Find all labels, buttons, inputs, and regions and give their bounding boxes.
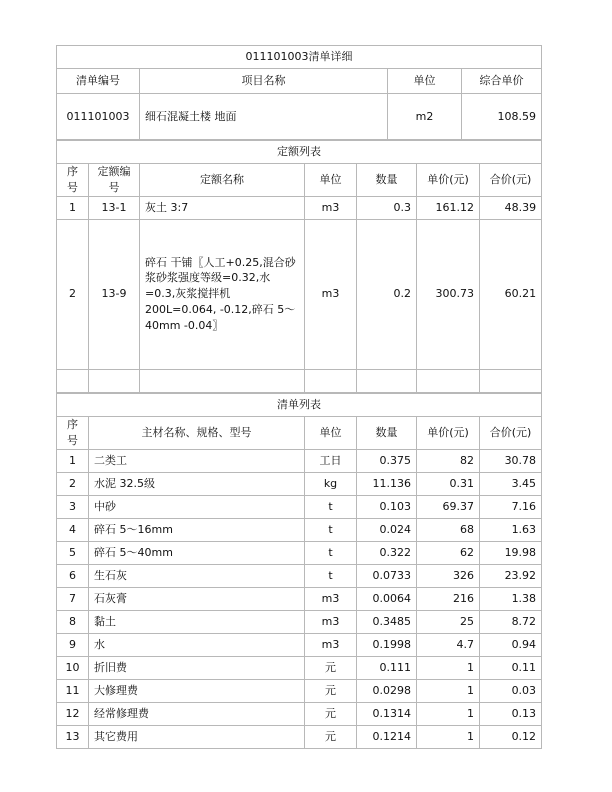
- table-row: [57, 449, 542, 472]
- cell-material-name: 其它费用: [89, 725, 305, 748]
- cell-material-unit: 元: [305, 725, 357, 748]
- table-row: [57, 219, 542, 369]
- table-row: [57, 472, 542, 495]
- section-title-quota-list: 定额列表: [57, 141, 542, 164]
- cell-material-total: 1.63: [480, 518, 542, 541]
- cell-material-no: 8: [57, 610, 89, 633]
- cell-material-total: 1.38: [480, 587, 542, 610]
- cell-material-price: 1: [417, 725, 480, 748]
- cell-material-no: 9: [57, 633, 89, 656]
- cell-material-unit: m3: [305, 633, 357, 656]
- column-header-material-no: 序号: [57, 416, 89, 449]
- cell-quota-qty: 0.2: [357, 219, 417, 369]
- column-header-material-unit: 单位: [305, 416, 357, 449]
- column-header-quota-qty: 数量: [357, 164, 417, 197]
- cell-material-unit: m3: [305, 610, 357, 633]
- column-header-quota-name: 定额名称: [140, 164, 305, 197]
- table-row: [57, 495, 542, 518]
- cell-material-total: 0.12: [480, 725, 542, 748]
- cell-empty: [357, 369, 417, 392]
- cell-material-unit: 元: [305, 679, 357, 702]
- column-header-item-unit-price: 综合单价: [462, 69, 542, 94]
- cell-material-qty: 0.0064: [357, 587, 417, 610]
- cell-quota-code: 13-1: [89, 196, 140, 219]
- cell-material-name: 大修理费: [89, 679, 305, 702]
- cell-material-qty: 0.1998: [357, 633, 417, 656]
- cell-quota-total: 48.39: [480, 196, 542, 219]
- cell-material-name: 折旧费: [89, 656, 305, 679]
- cell-material-name: 经常修理费: [89, 702, 305, 725]
- cell-material-total: 30.78: [480, 449, 542, 472]
- column-header-material-price: 单价(元): [417, 416, 480, 449]
- cell-material-price: 216: [417, 587, 480, 610]
- cell-material-qty: 0.0733: [357, 564, 417, 587]
- table-row: [57, 725, 542, 748]
- cell-material-price: 69.37: [417, 495, 480, 518]
- cell-material-name: 碎石 5～16mm: [89, 518, 305, 541]
- column-header-item-name: 项目名称: [140, 69, 388, 94]
- cell-empty: [89, 369, 140, 392]
- item-table-header-row: [57, 69, 542, 94]
- column-header-material-total: 合价(元): [480, 416, 542, 449]
- cell-material-qty: 11.136: [357, 472, 417, 495]
- cell-item-unit-price: 108.59: [462, 94, 542, 140]
- cell-material-total: 0.13: [480, 702, 542, 725]
- section-title-material-list: 清单列表: [57, 393, 542, 416]
- column-header-item-unit: 单位: [388, 69, 462, 94]
- cell-empty: [305, 369, 357, 392]
- table-row-empty: [57, 369, 542, 392]
- cell-material-no: 3: [57, 495, 89, 518]
- table-row: [57, 679, 542, 702]
- cell-material-price: 4.7: [417, 633, 480, 656]
- cell-material-qty: 0.024: [357, 518, 417, 541]
- cell-material-total: 0.03: [480, 679, 542, 702]
- cell-material-no: 7: [57, 587, 89, 610]
- table-row: [57, 541, 542, 564]
- cell-material-no: 10: [57, 656, 89, 679]
- cell-quota-name: 碎石 干铺〖人工+0.25,混合砂浆砂浆强度等级=0.32,水=0.3,灰浆搅拌机200L=0.064, -0.12,碎石 5～40mm -0.04〗: [140, 219, 305, 369]
- cell-material-name: 水: [89, 633, 305, 656]
- cell-material-total: 7.16: [480, 495, 542, 518]
- cell-material-qty: 0.322: [357, 541, 417, 564]
- table-row: [57, 94, 542, 140]
- column-header-quota-unit: 单位: [305, 164, 357, 197]
- column-header-material-name: 主材名称、规格、型号: [89, 416, 305, 449]
- cell-material-name: 碎石 5～40mm: [89, 541, 305, 564]
- cell-material-price: 62: [417, 541, 480, 564]
- cell-quota-price: 300.73: [417, 219, 480, 369]
- cell-material-unit: 元: [305, 702, 357, 725]
- cell-material-total: 0.94: [480, 633, 542, 656]
- cell-empty: [417, 369, 480, 392]
- cell-material-price: 82: [417, 449, 480, 472]
- cell-material-name: 石灰膏: [89, 587, 305, 610]
- cell-material-qty: 0.111: [357, 656, 417, 679]
- cell-material-no: 13: [57, 725, 89, 748]
- cell-material-price: 68: [417, 518, 480, 541]
- cell-material-unit: t: [305, 564, 357, 587]
- column-header-item-code: 清单编号: [57, 69, 140, 94]
- cell-quota-name: 灰土 3:7: [140, 196, 305, 219]
- cell-material-unit: t: [305, 541, 357, 564]
- column-header-quota-price: 单价(元): [417, 164, 480, 197]
- table-row: [57, 633, 542, 656]
- table-row: [57, 196, 542, 219]
- column-header-quota-code: 定额编号: [89, 164, 140, 197]
- cell-material-unit: m3: [305, 587, 357, 610]
- cell-material-price: 0.31: [417, 472, 480, 495]
- table-row: [57, 610, 542, 633]
- table-row: [57, 564, 542, 587]
- cell-material-price: 1: [417, 679, 480, 702]
- page-title: 011101003清单详细: [57, 46, 542, 69]
- cell-material-no: 1: [57, 449, 89, 472]
- quota-band-row: [57, 141, 542, 164]
- item-detail-table: [56, 45, 542, 140]
- cell-material-no: 11: [57, 679, 89, 702]
- cell-material-total: 3.45: [480, 472, 542, 495]
- quota-header-row: [57, 164, 542, 197]
- cell-material-name: 中砂: [89, 495, 305, 518]
- cell-quota-qty: 0.3: [357, 196, 417, 219]
- cell-empty: [140, 369, 305, 392]
- table-row: [57, 587, 542, 610]
- cell-item-code: 011101003: [57, 94, 140, 140]
- cell-quota-no: 2: [57, 219, 89, 369]
- cell-material-no: 2: [57, 472, 89, 495]
- cell-material-no: 6: [57, 564, 89, 587]
- cell-material-unit: t: [305, 518, 357, 541]
- table-row: [57, 518, 542, 541]
- cell-material-unit: 工日: [305, 449, 357, 472]
- cell-material-total: 0.11: [480, 656, 542, 679]
- cell-material-name: 生石灰: [89, 564, 305, 587]
- cell-material-qty: 0.3485: [357, 610, 417, 633]
- quota-list-table: [56, 140, 542, 393]
- cell-material-no: 5: [57, 541, 89, 564]
- cell-material-qty: 0.1314: [357, 702, 417, 725]
- cell-material-price: 25: [417, 610, 480, 633]
- cell-material-name: 黏土: [89, 610, 305, 633]
- cell-material-price: 1: [417, 702, 480, 725]
- cell-material-name: 水泥 32.5级: [89, 472, 305, 495]
- column-header-material-qty: 数量: [357, 416, 417, 449]
- cell-material-qty: 0.0298: [357, 679, 417, 702]
- document-body: [56, 45, 541, 749]
- material-list-table: [56, 393, 542, 749]
- table-row: [57, 656, 542, 679]
- cell-quota-unit: m3: [305, 196, 357, 219]
- table-row: [57, 702, 542, 725]
- cell-material-no: 12: [57, 702, 89, 725]
- column-header-quota-no: 序号: [57, 164, 89, 197]
- cell-material-qty: 0.375: [357, 449, 417, 472]
- material-band-row: [57, 393, 542, 416]
- cell-material-total: 23.92: [480, 564, 542, 587]
- cell-material-unit: kg: [305, 472, 357, 495]
- column-header-quota-total: 合价(元): [480, 164, 542, 197]
- cell-material-unit: t: [305, 495, 357, 518]
- cell-quota-no: 1: [57, 196, 89, 219]
- cell-material-qty: 0.1214: [357, 725, 417, 748]
- cell-quota-code: 13-9: [89, 219, 140, 369]
- cell-material-unit: 元: [305, 656, 357, 679]
- material-header-row: [57, 416, 542, 449]
- document-title-row: [57, 46, 542, 69]
- cell-empty: [480, 369, 542, 392]
- cell-item-name: 细石混凝土楼 地面: [140, 94, 388, 140]
- cell-material-qty: 0.103: [357, 495, 417, 518]
- cell-quota-total: 60.21: [480, 219, 542, 369]
- cell-material-price: 326: [417, 564, 480, 587]
- cell-material-name: 二类工: [89, 449, 305, 472]
- cell-material-total: 19.98: [480, 541, 542, 564]
- cell-empty: [57, 369, 89, 392]
- cell-material-total: 8.72: [480, 610, 542, 633]
- cell-material-no: 4: [57, 518, 89, 541]
- cell-quota-price: 161.12: [417, 196, 480, 219]
- cell-material-price: 1: [417, 656, 480, 679]
- cell-item-unit: m2: [388, 94, 462, 140]
- cell-quota-unit: m3: [305, 219, 357, 369]
